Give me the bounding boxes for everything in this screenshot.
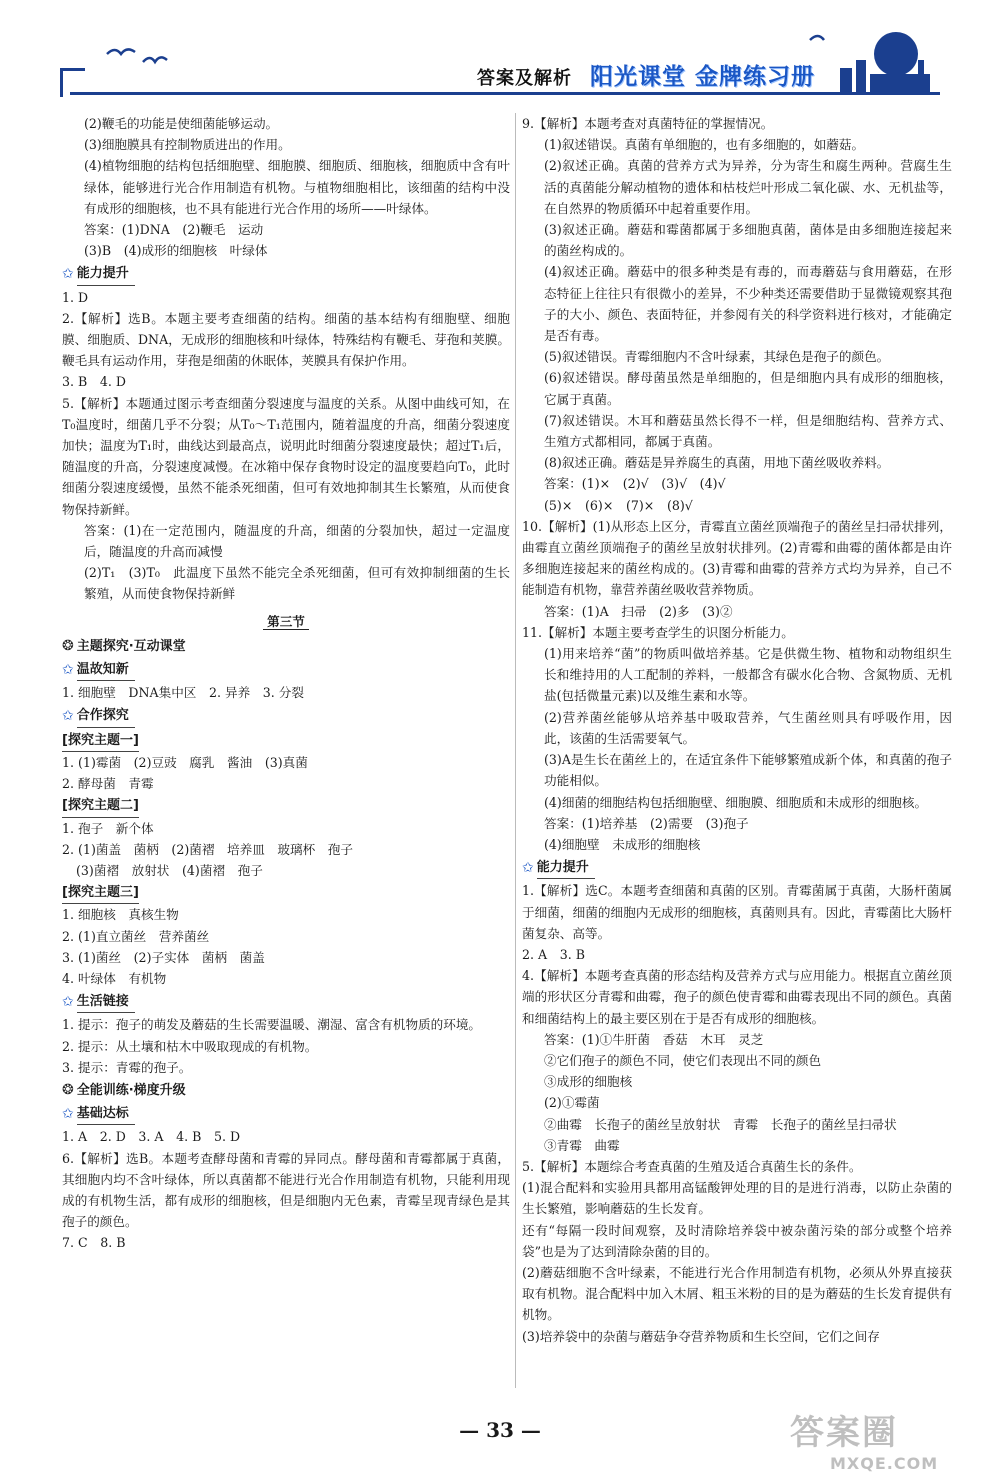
- text-line: (2)蘑菇细胞不含叶绿素，不能进行光合作用制造有机物，必须从外界直接获取有机物。混合配料中加入木屑、粗玉米粉的目的是为蘑菇的生长发育提供有机物。: [522, 1264, 952, 1323]
- watermark: [790, 1405, 938, 1473]
- topic-label: [探究主题二]: [62, 795, 139, 817]
- text-line: (4)细菌的细胞结构包括细胞壁、细胞膜、细胞质和未成形的细胞核。: [544, 794, 928, 810]
- text-line: (6)叙述错误。酵母菌虽然是单细胞的，但是细胞内具有成形的细胞核，它属于真菌。: [544, 370, 952, 407]
- skyline-icon: [800, 10, 940, 94]
- star-icon: ✩: [522, 859, 534, 876]
- text-line: 4.【解析】本题考查真菌的形态结构及营养方式与应用能力。根据直立菌丝顶端的形状区分青霉和曲霉，孢子的颜色使青霉和曲霉表现出不同的颜色。真菌和细菌结构上的最主要区别在于是否有成形的细胞核。: [522, 968, 952, 1026]
- text-line: 2.【解析】选B。本题主要考查细菌的结构。细菌的基本结构有细胞壁、细胞膜、细胞质、DNA，无成形的细胞核和叶绿体，特殊结构有鞭毛、芽孢和荚膜。鞭毛具有运动作用，芽孢是细菌的休眠体，荚膜具有保护作用。: [62, 310, 510, 369]
- answer-line: 答案：(1)× (2)√ (3)√ (4)√: [544, 476, 726, 492]
- column-divider: [515, 113, 516, 1388]
- text-line: 4. 叶绿体 有机物: [62, 970, 167, 986]
- text-line: 还有“每隔一段时间观察，及时清除培养袋中被杂菌污染的部分或整个培养袋”也是为了达到清除杂菌的目的。: [522, 1222, 952, 1259]
- answer-line: (4)细胞壁 未成形的细胞核: [544, 836, 701, 852]
- text-line: (3)菌褶 放射状 (4)菌褶 孢子: [76, 862, 263, 878]
- answer-line: 答案：(1)①牛肝菌 香菇 木耳 灵芝: [544, 1031, 764, 1047]
- text-line: (3)A是生长在菌丝上的，在适宜条件下能够繁殖成新个体，和真菌的孢子功能相似。: [544, 752, 952, 789]
- topic-label: [探究主题三]: [62, 882, 139, 904]
- section-heading: ✩ 合作探究: [62, 705, 510, 727]
- text-line: 5.【解析】本题综合考查真菌的生殖及适合真菌生长的条件。: [522, 1158, 862, 1174]
- text-line: (2)营养菌丝能够从培养基中吸取营养，气生菌丝则具有呼吸作用，因此，该菌的生活需要氧气。: [544, 709, 952, 746]
- answer-line: (2)T₁ (3)T₀ 此温度下虽然不能完全杀死细菌，但可有效抑制细菌的生长繁殖，从而使食物保持新鲜: [84, 565, 510, 602]
- topic-label: [探究主题一]: [62, 730, 139, 752]
- text-line: (2)鞭毛的功能是使细菌能够运动。: [84, 116, 279, 131]
- text-line: (1)用来培养“菌”的物质叫做培养基。它是供微生物、植物和动物组织生长和维持用的人工配制的养料，一般都含有碳水化合物、含氮物质、无机盐(包括微量元素)以及维生素和水等。: [544, 646, 952, 704]
- book-icon: ❂: [62, 1081, 74, 1098]
- text-line: (7)叙述错误。木耳和蘑菇虽然长得不一样，但是细胞结构、营养方式、生殖方式都相同，都属于真菌。: [544, 412, 952, 450]
- text-line: 1. 细胞壁 DNA集中区 2. 异养 3. 分裂: [62, 685, 304, 701]
- text-line: 1. 孢子 新个体: [62, 820, 154, 836]
- text-line: 2. A 3. B: [522, 946, 585, 962]
- text-line: 11.【解析】本题主要考查学生的识图分析能力。: [522, 624, 794, 640]
- text-line: 6.【解析】选B。本题考查酵母菌和青霉的异同点。酵母菌和青霉都属于真菌，其细胞内均不含叶绿体，所以真菌都不能进行光合作用制造有机物，只能利用现成的有机物生活，都有成形的细胞核，但是细胞内无色素，青霉呈现青绿色是其孢子的颜色。: [62, 1150, 510, 1230]
- text-line: 2. (1)菌盖 菌柄 (2)菌褶 培养皿 玻璃杯 孢子: [62, 841, 353, 857]
- text-line: (4)植物细胞的结构包括细胞壁、细胞膜、细胞质、细胞核，细胞质中含有叶绿体，能够进行光合作用制造有机物。与植物细胞相比，该细菌的结构中没有成形的细胞核，也不具有能进行光合作用的场所——叶绿体。: [84, 158, 510, 216]
- page-header: [0, 0, 1000, 110]
- section-heading: ❂ 全能训练·梯度升级: [62, 1080, 510, 1101]
- text-line: (2)叙述正确。真菌的营养方式为异养，分为寄生和腐生两种。营腐生生活的真菌能分解动植物的遗体和枯枝烂叶形成二氧化碳、水、无机盐等，在自然界的物质循环中起着重要作用。: [544, 158, 952, 216]
- text-line: 3. (1)菌丝 (2)子实体 菌柄 菌盖: [62, 949, 265, 965]
- watermark-logo: 答案圈: [790, 1413, 898, 1453]
- birds-icon: [105, 40, 175, 70]
- text-line: 2. 酵母菌 青霉: [62, 776, 154, 792]
- text-line: (4)叙述正确。蘑菇中的很多种类是有毒的，而毒蘑菇与食用蘑菇，在形态特征上往往只有很微小的差异，不少种类还需要借助于显微镜观察其孢子的大小、颜色、表面特征，并参阅有关的科学资料进行核对，才能确定是否有毒。: [544, 264, 952, 344]
- section-heading: ✩ 生活链接: [62, 991, 510, 1013]
- text-line: 5.【解析】本题通过图示考查细菌分裂速度与温度的关系。从图中曲线可知，在T₀温度时，细菌几乎不分裂；从T₀～T₁范围内，随着温度的升高，细菌分裂速度加快；温度为T₁时，曲线达到最高点，说明此时细菌分裂速度最快；超过T₁后，随温度的升高，分裂速度减慢。在冰箱中保存食物时设定的温度要趋向T₀，此时细菌分裂速度缓慢，虽然不能杀死细菌，但可有效地抑制其生长繁殖，从而使食物保持新鲜。: [62, 395, 510, 517]
- right-column: [522, 113, 952, 1347]
- answer-line: ③成形的细胞核: [544, 1074, 633, 1090]
- answer-line: 答案：(1)DNA (2)鞭毛 运动: [84, 222, 264, 238]
- book-icon: ❂: [62, 637, 74, 654]
- text-line: 3. B 4. D: [62, 374, 126, 390]
- text-line: (3)细胞膜具有控制物质进出的作用。: [84, 137, 291, 153]
- text-line: 9.【解析】本题考查对真菌特征的掌握情况。: [522, 116, 774, 131]
- answer-line: (2)①霉菌: [544, 1095, 600, 1111]
- section-heading: ✩ 基础达标: [62, 1103, 510, 1125]
- header-book-title: 阳光课堂 金牌练习册: [590, 64, 816, 90]
- star-icon: ✩: [62, 265, 74, 282]
- answer-line: (3)B (4)成形的细胞核 叶绿体: [84, 243, 268, 259]
- section-heading: ✩ 温故知新: [62, 659, 510, 681]
- page-number: — 33 —: [459, 1418, 541, 1442]
- section-heading: ✩ 能力提升: [522, 857, 952, 879]
- text-line: 1. D: [62, 289, 89, 305]
- text-line: (1)混合配料和实验用具都用高锰酸钾处理的目的是进行消毒，以防止杂菌的生长繁殖，影响蘑菇的生长发育。: [522, 1180, 952, 1217]
- text-line: 2. (1)直立菌丝 营养菌丝: [62, 928, 210, 944]
- answer-line: ③青霉 曲霉: [544, 1137, 620, 1153]
- star-icon: ✩: [62, 1105, 74, 1122]
- answer-line: ②它们孢子的颜色不同，使它们表现出不同的颜色: [544, 1052, 822, 1068]
- text-line: 3. 提示：青霉的孢子。: [62, 1059, 192, 1075]
- star-icon: ✩: [62, 707, 74, 724]
- watermark-url: MXQE.COM: [830, 1454, 939, 1473]
- left-column: [62, 113, 510, 1254]
- answer-line: (5)× (6)× (7)× (8)√: [544, 497, 693, 513]
- text-line: 10.【解析】(1)从形态上区分，青霉直立菌丝顶端孢子的菌丝呈扫帚状排列，曲霉直立菌丝顶端孢子的菌丝呈放射状排列。(2)青霉和曲霉的菌体都是由许多细胞连接起来的菌丝构成的。(3)青霉和曲霉的营养方式均为异养，自己不能制造有机物，靠营养菌丝吸收营养物质。: [522, 518, 952, 598]
- star-icon: ✩: [62, 661, 74, 678]
- star-icon: ✩: [62, 993, 74, 1010]
- header-answers-title: 答案及解析: [477, 68, 572, 89]
- section-heading: ✩ 能力提升: [62, 263, 510, 285]
- text-line: (1)叙述错误。真菌有单细胞的，也有多细胞的，如蘑菇。: [544, 137, 865, 153]
- answer-line: 答案：(1)在一定范围内，随温度的升高，细菌的分裂加快，超过一定温度后，随温度的升高而减慢: [84, 522, 510, 560]
- text-line: 1. A 2. D 3. A 4. B 5. D: [62, 1129, 241, 1145]
- answer-line: 答案：(1)A 扫帚 (2)多 (3)②: [544, 603, 733, 619]
- text-line: (3)培养袋中的杂菌与蘑菇争夺营养物质和生长空间，它们之间存: [522, 1328, 880, 1344]
- section-title: 第三节: [62, 611, 510, 632]
- text-line: 1. (1)霉菌 (2)豆豉 腐乳 酱油 (3)真菌: [62, 754, 308, 770]
- text-line: 1. 细胞核 真核生物: [62, 907, 179, 923]
- text-line: 1. 提示：孢子的萌发及蘑菇的生长需要温暖、潮湿、富含有机物质的环境。: [62, 1017, 482, 1033]
- text-line: (3)叙述正确。蘑菇和霉菌都属于多细胞真菌，菌体是由多细胞连接起来的菌丝构成的。: [544, 222, 952, 259]
- text-line: 7. C 8. B: [62, 1235, 126, 1251]
- text-line: (5)叙述错误。青霉细胞内不含叶绿素，其绿色是孢子的颜色。: [544, 349, 890, 365]
- answer-line: ②曲霉 长孢子的菌丝呈放射状 青霉 长孢子的菌丝呈扫帚状: [544, 1116, 897, 1132]
- section-heading: ❂ 主题探究·互动课堂: [62, 636, 510, 657]
- answer-line: 答案：(1)培养基 (2)需要 (3)孢子: [544, 815, 749, 831]
- text-line: 2. 提示：从土壤和枯木中吸取现成的有机物。: [62, 1038, 318, 1054]
- text-line: (8)叙述正确。蘑菇是异养腐生的真菌，用地下菌丝吸收养料。: [544, 455, 890, 471]
- text-line: 1.【解析】选C。本题考查细菌和真菌的区别。青霉菌属于真菌，大肠杆菌属于细菌，细菌的细胞内无成形的细胞核，真菌则具有。因此，青霉菌比大肠杆菌复杂、高等。: [522, 883, 952, 941]
